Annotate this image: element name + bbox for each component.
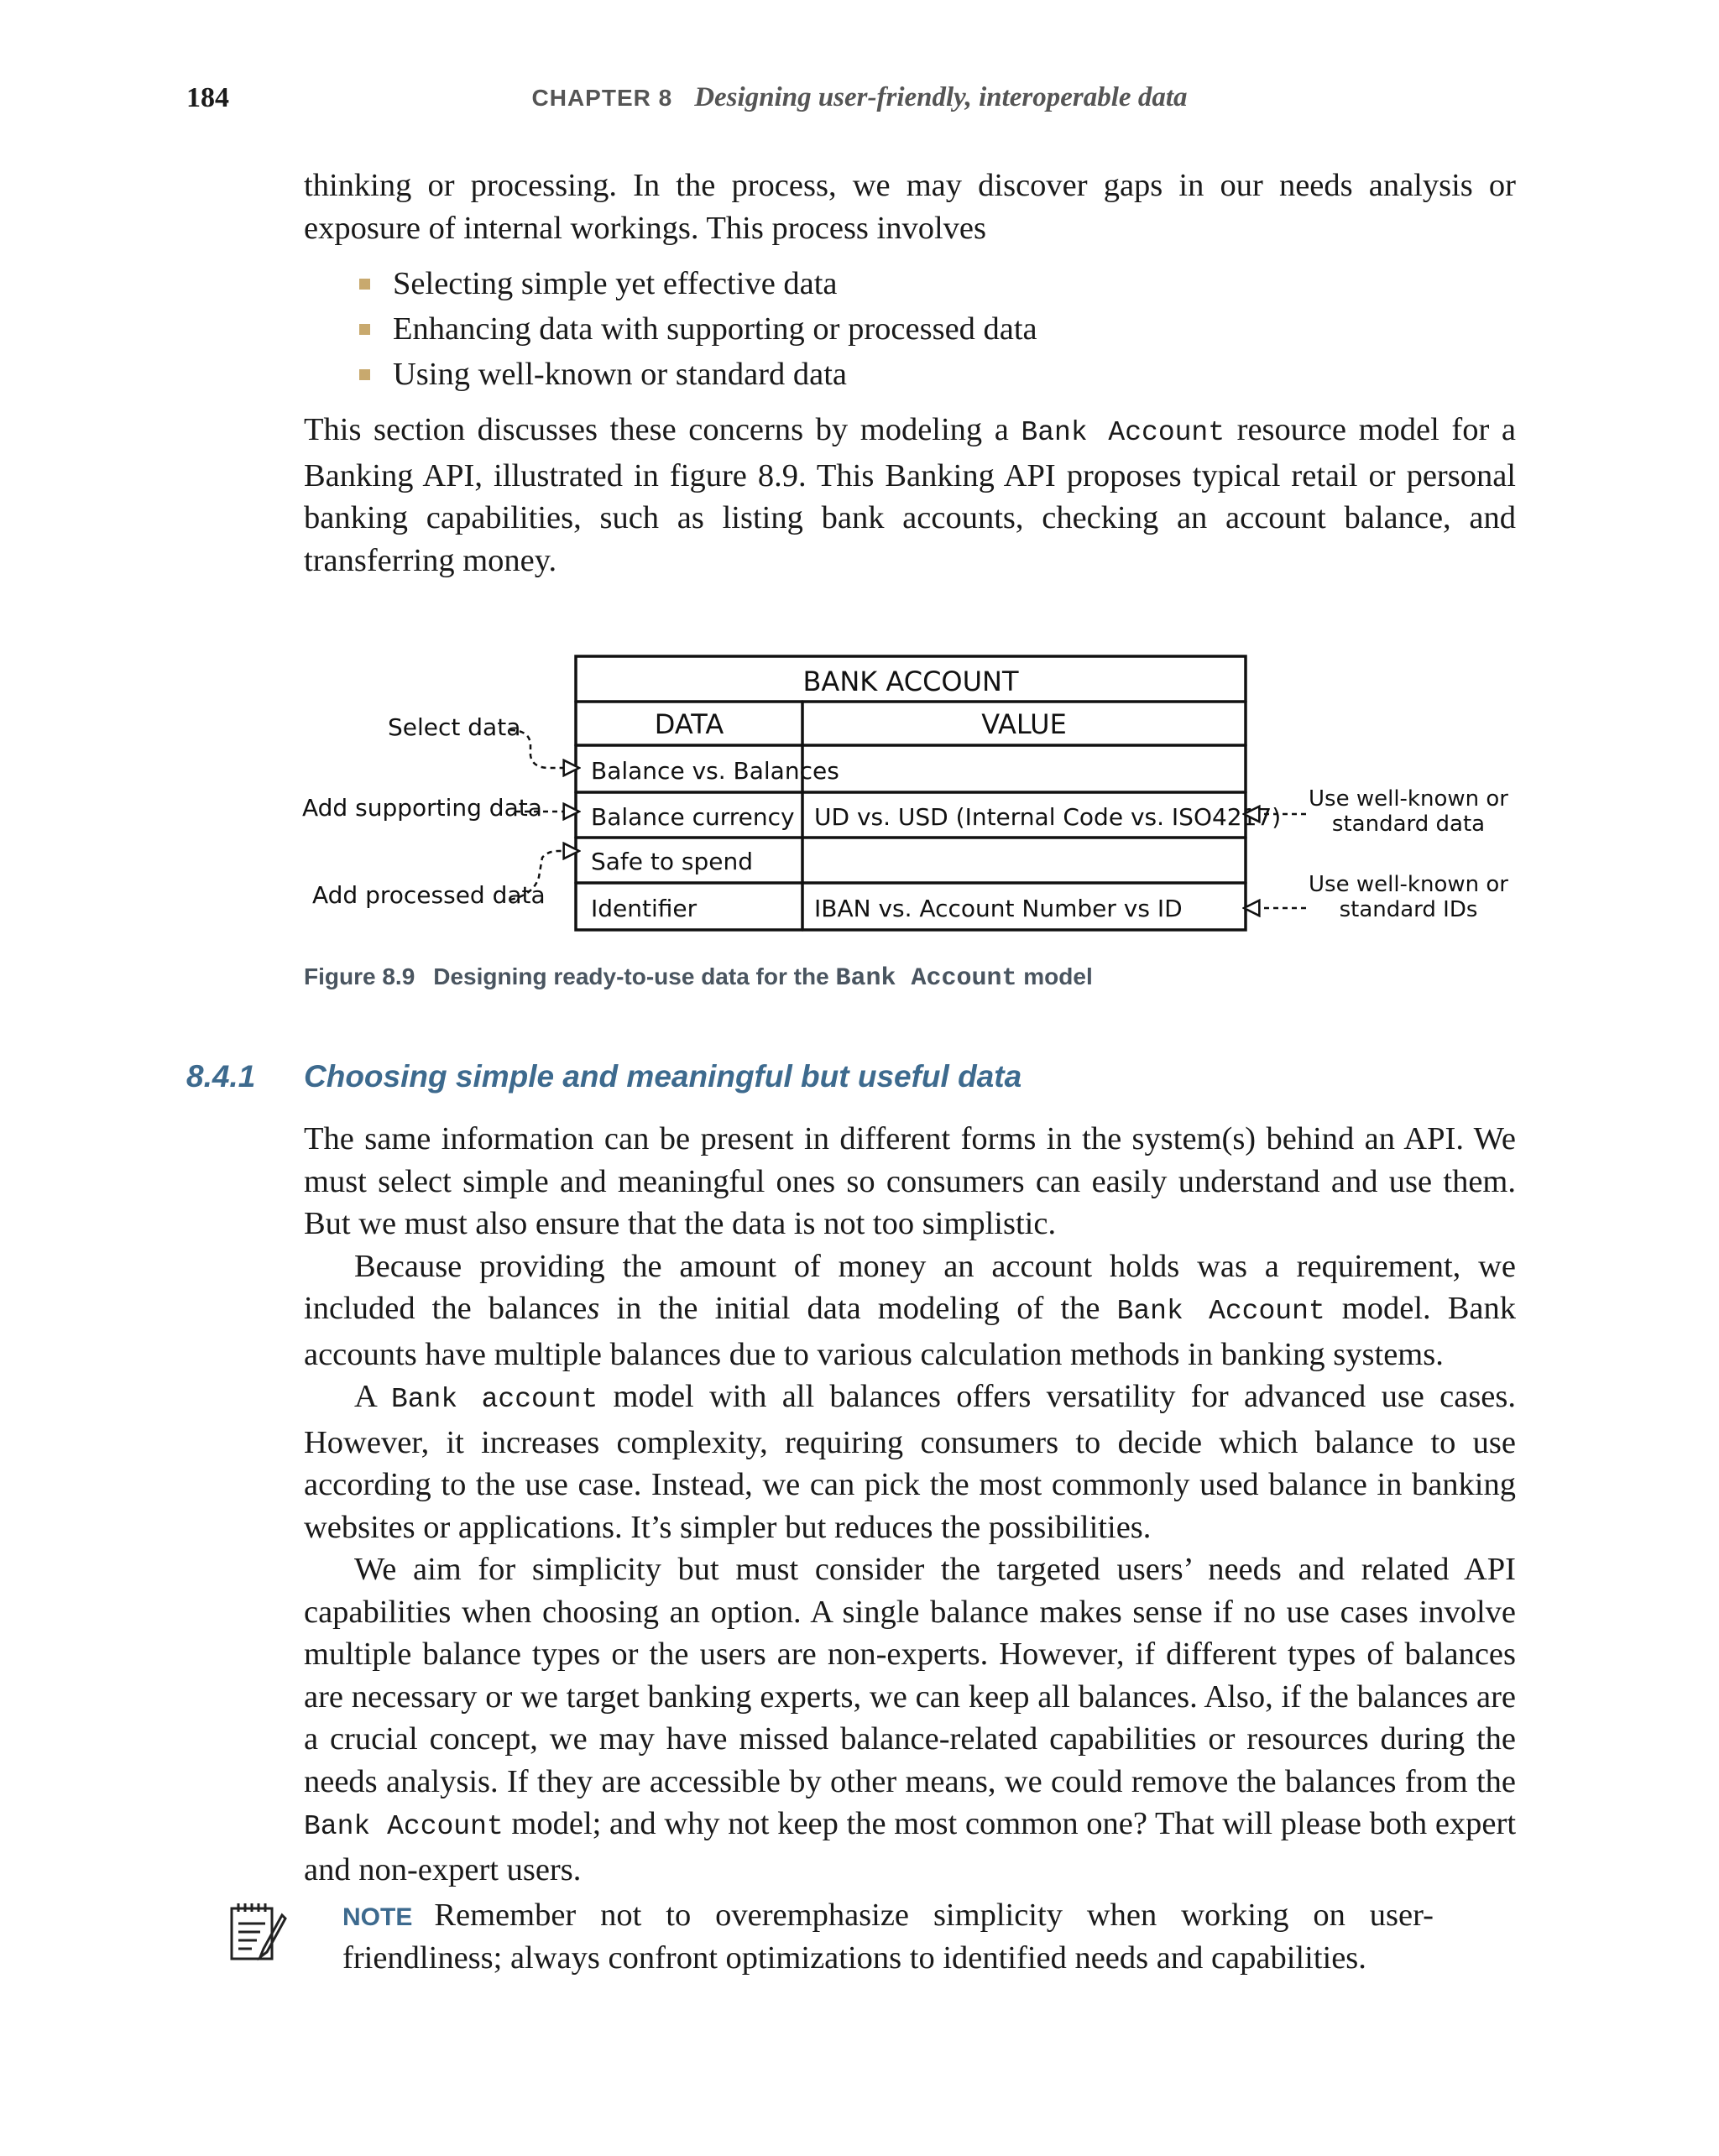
note-text: NOTE Remember not to overemphasize simplicity when working on user-friendliness; always confront optimizations to identified needs and capabilities. <box>342 1898 1434 1976</box>
column-header-value: VALUE <box>981 708 1067 740</box>
column-header-data: DATA <box>654 708 724 740</box>
row-data-identifier: Identifier <box>591 895 698 922</box>
section-paragraph-3: A Bank account model with all balances offers versatility for advanced use cases. However, it increases complexity, requiring consumers to decide which balance to use according to the use case. Instead, we can pick the most commonly used balance in banking websites or applications. It’s simpler but reduces the possibilities. <box>304 1379 1516 1545</box>
intro-paragraph-2: This section discusses these concerns by modeling a Bank Account resource model for a Banking API, illustrated in figure 8.9. This Banking API proposes typical retail or personal banking capabilities, such as listing bank accounts, checking an account balance, and transferring money. <box>304 412 1516 578</box>
code-term: Bank Account <box>1021 417 1225 448</box>
note-label: NOTE <box>342 1903 413 1931</box>
chapter-title: Designing user-friendly, interoperable data <box>694 82 1188 112</box>
row-value-identifier: IBAN vs. Account Number vs ID <box>814 895 1183 922</box>
label-add-supporting-data: Add supporting data <box>302 794 542 822</box>
section-number: 8.4.1 <box>186 1059 256 1094</box>
section-body <box>304 1118 1516 1891</box>
figure-bank-account <box>285 638 1544 957</box>
table-title: BANK ACCOUNT <box>802 666 1019 697</box>
page-number: 184 <box>186 82 229 113</box>
intro-paragraph: thinking or processing. In the process, we may discover gaps in our needs analysis or exposure of internal workings. This process involves <box>304 168 1516 246</box>
bullet-list <box>304 261 1516 397</box>
section-paragraph-4: We aim for simplicity but must consider the targeted users’ needs and related API capabilities when choosing an option. A single balance makes sense if no use cases involve multiple balance types or the users are non-experts. However, if different types of balances are necessary or we target banking experts, we can keep all balances. Also, if the balances are a crucial concept, we may have missed balance-related capabilities or resources during the needs analysis. If they are accessible by other means, we could remove the balances from the Bank Account model; and why not keep the most common one? That will please both expert and non-expert users. <box>304 1552 1517 1887</box>
code-term: Bank Account <box>304 1811 504 1842</box>
intro-block <box>304 164 1516 582</box>
bullet-item: Enhancing data with supporting or processed data <box>393 306 1516 352</box>
section-paragraph-2: Because providing the amount of money an account holds was a requirement, we included the balances in the initial data modeling of the Bank Account model. Bank accounts have multiple balances due to various calculation methods in banking systems. <box>304 1248 1517 1372</box>
bullet-square-icon <box>359 369 370 380</box>
chapter-label: CHAPTER 8 <box>531 85 673 111</box>
caption-code: Bank Account <box>835 964 1017 993</box>
label-standard-data-1: Use well-known or <box>1309 786 1508 812</box>
section-paragraph-1: The same information can be present in different forms in the system(s) behind an API. We must select simple and meaningful ones so consumers can easily understand and use them. But we must also ensure that the data is not too simplistic. <box>304 1121 1516 1241</box>
label-select-data: Select data <box>388 713 521 741</box>
label-standard-ids-2: standard IDs <box>1339 897 1478 922</box>
page-header <box>0 82 1719 124</box>
row-value-currency: UD vs. USD (Internal Code vs. ISO4217) <box>814 803 1282 831</box>
bullet-item: Selecting simple yet effective data <box>393 261 1516 306</box>
label-standard-data-2: standard data <box>1331 812 1486 837</box>
section-title: Choosing simple and meaningful but useful data <box>304 1059 1022 1094</box>
caption-label: Figure 8.9 <box>304 963 415 989</box>
row-data-balance: Balance vs. Balances <box>591 757 839 785</box>
bullet-square-icon <box>359 279 370 290</box>
label-add-processed-data: Add processed data <box>312 881 546 909</box>
bullet-item: Using well-known or standard data <box>393 352 1516 397</box>
row-data-safe-to-spend: Safe to spend <box>591 848 754 875</box>
figure-caption: Figure 8.9 Designing ready-to-use data for the Bank Account model <box>304 963 1093 993</box>
bank-account-diagram <box>285 638 1544 957</box>
code-term: Bank Account <box>1116 1296 1325 1327</box>
notepad-icon <box>227 1900 289 1965</box>
row-data-currency: Balance currency <box>591 803 795 831</box>
code-term: Bank account <box>390 1384 598 1415</box>
bullet-square-icon <box>359 324 370 335</box>
running-head <box>0 82 1719 113</box>
label-standard-ids-1: Use well-known or <box>1309 872 1508 897</box>
